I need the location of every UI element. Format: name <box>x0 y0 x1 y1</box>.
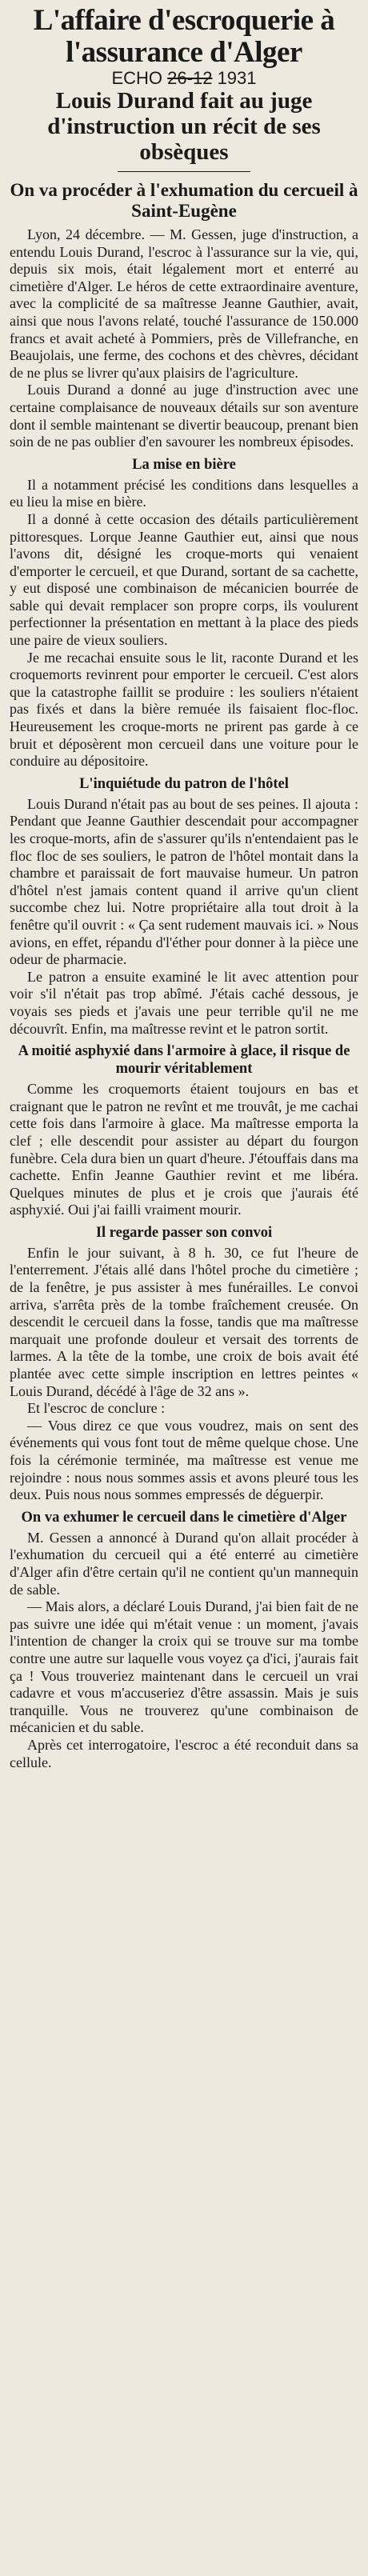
paragraph: M. Gessen a annoncé à Durand qu'on allait procéder à l'exhumation du cercueil qui a été enterré au cimetière d'Alger afin d'être certain qu'il ne contient qu'un mannequin de sable. <box>10 1529 358 1598</box>
sub-headline: Louis Durand fait au juge d'instruction un récit de ses obsèques <box>47 88 321 165</box>
section-convoi <box>10 1224 358 1504</box>
section-heading: L'inquiétude du patron de l'hôtel <box>79 775 289 792</box>
section-inquietude <box>10 775 358 1038</box>
section-mise-en-biere <box>10 456 358 770</box>
section-exhume <box>10 1509 358 1771</box>
section-heading: On va exhumer le cercueil dans le cimetière d'Alger <box>21 1509 347 1526</box>
intro-section <box>10 226 358 451</box>
divider-rule <box>118 171 250 172</box>
section-heading: La mise en bière <box>132 456 236 473</box>
paragraph: Comme les croquemorts étaient toujours en bas et craignant que le patron ne revînt et me trouvât, je me cachai cette fois dans l'armoire à glace. Ma maîtresse emporta la clef ; elle descendit pour assister au départ du fourgon funèbre. Cela dura bien un quart d'heure. J'étouffais dans ma cachette. Enfin Jeanne Gauthier revint et me libéra. Quelques minutes de plus et je crois que j'aurais été asphyxié. Oui j'ai failli vraiment mourir. <box>10 1081 358 1218</box>
edition-paper: ECHO <box>111 68 163 88</box>
edition-stamp <box>10 69 358 88</box>
paragraph: Lyon, 24 décembre. — M. Gessen, juge d'instruction, a entendu Louis Durand, l'escroc à l'assurance sur la vie, qui, depuis six mois, était légalement mort et enterré au cimetière d'Alger. Le héros de cette extraordinaire aventure, avec la complicité de sa maîtresse Jeanne Gauthier, avait, ainsi que nous l'avons relaté, touché l'assurance de 150.000 francs et avait acheté à Pommiers, près de Villefranche, en Beaujolais, une ferme, des cochons et des chèvres, décidant de ne plus se livrer qu'aux plaisirs de l'agriculture. <box>10 226 358 381</box>
section-heading: Il regarde passer son convoi <box>95 1224 273 1241</box>
paragraph: Il a notamment précisé les conditions dans lesquelles a eu lieu la mise en bière. <box>10 476 358 510</box>
paragraph: — Mais alors, a déclaré Louis Durand, j'ai bien fait de ne pas suivre une idée qui m'était venue : un moment, j'avais l'intention de changer la croix qui se trouve sur ma tombe contre une autre sur laquelle vous voyez ça d'ici, j'aurais fait ça ! Vous trouveriez maintenant dans le cercueil un vrai cadavre et vous m'accuseriez d'être assassin. Mais je suis tranquille. Vous ne trouverez qu'une combinaison de mécanicien et du sable. <box>10 1598 358 1736</box>
section-asphyxie <box>10 1042 358 1219</box>
paragraph: Louis Durand a donné au juge d'instruction avec une certaine complaisance de nouveaux détails sur son aventure dont il semble maintenant se divertir beaucoup, prenant bien soin de ne pas oublier d'en savourer les nombreux épisodes. <box>10 382 358 450</box>
edition-year: 1931 <box>217 68 257 88</box>
paragraph: — Vous direz ce que vous voudrez, mais on sent des événements qui vous font tout de même quelque chose. Une fois la cérémonie terminée, ma maîtresse est venue me rejoindre : nous nous sommes assis et avons pleuré tous les deux. Puis nous nous sommes empressés de déguerpir. <box>10 1417 358 1503</box>
paragraph: Il a donné à cette occasion des détails particulièrement pittoresques. Lorque Jeanne Gauthier eut, ainsi que nous l'avons dit, désigné les croque-morts qui venaient d'emporter le cercueil, et que Durand, sortant de sa cachette, y eut disposé une combinaison de mécanicien bourrée de sable qui devait remplacer son propre corps, ils voulurent perfectionner la présentation en mettant à la place des pieds une paire de vieux souliers. <box>10 510 358 649</box>
paragraph: Louis Durand n'était pas au bout de ses peines. Il ajouta : Pendant que Jeanne Gauthier descendait pour accompagner les croque-morts, afin de s'assurer qu'ils n'entendaient pas le floc floc de ses souliers, le patron de l'hôtel montait dans la chambre et paraissait de fort mauvaise humeur. Un patron d'hôtel n'est jamais content quand il arrive qu'un client succombe chez lui. Notre propriétaire alla tout droit à la fenêtre qu'il ouvrit : « Ça sent rudement mauvais ici. » Nous avions, en effet, répandu d'l'éther pour donner à la pièce une odeur de pharmacie. <box>10 795 358 968</box>
edition-date-struck: 26-12 <box>167 68 213 88</box>
section-heading: A moitié asphyxié dans l'armoire à glace, il risque de mourir véritablement <box>18 1043 350 1078</box>
paragraph: Le patron a ensuite examiné le lit avec attention pour voir s'il n'était pas trop abîmé. J'étais caché dessous, je voyais ses pieds et j'avais une peur terrible qu'il ne me découvrît. Enfin, ma maîtresse revint et le patron sortit. <box>10 968 358 1037</box>
paragraph: Et l'escroc de conclure : <box>27 1400 166 1417</box>
paragraph: Après cet interrogatoire, l'escroc a été reconduit dans sa cellule. <box>10 1736 358 1770</box>
paragraph: Enfin le jour suivant, à 8 h. 30, ce fut l'heure de l'enterrement. J'étais allé dans l'hôtel proche du cimetière ; de la fenêtre, je pus assister à mes funérailles. Le convoi arriva, s'arrêta près de la tombe fraîchement creusée. On descendit le cercueil dans la fosse, tandis que ma maîtresse marquait une profonde douleur et versait des torrents de larmes. A la tête de la tombe, une croix de bois avait été plantée avec cette simple inscription en lettres peintes « Louis Durand, décédé à l'âge de 32 ans ». <box>10 1244 358 1399</box>
headline: L'affaire d'escroquerie à l'assurance d'Alger <box>33 4 335 69</box>
lead-heading: On va procéder à l'exhumation du cercueil à Saint-Eugène <box>10 180 358 221</box>
paragraph: Je me recachai ensuite sous le lit, raconte Durand et les croquemorts revinrent pour emporter le cercueil. C'est alors que la catastrophe faillit se produire : les souliers n'étaient pas fixés et dans la bière remuée ils faisaient floc-floc. Heureusement les croque-morts ne prirent pas garde à ce bruit et déposèrent mon cercueil dans une voiture pour le conduire au dépositoire. <box>10 649 358 770</box>
